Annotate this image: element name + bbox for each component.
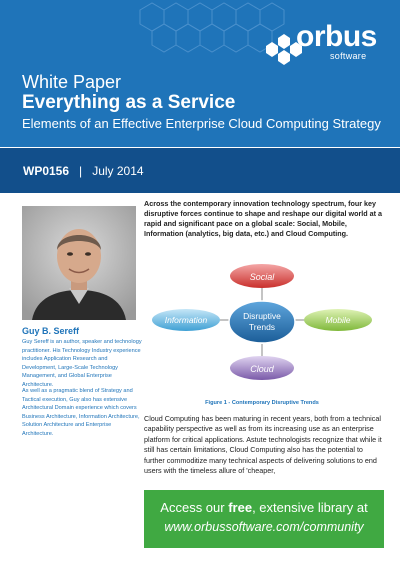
author-bio-paragraph: As well as a pragmatic blend of Strategy and Tactical execution, Guy also has extensive Architectural Domain experience which covers Business Architecture, Information Architecture, Solution Architecture and Enterprise Architecture. [22,388,140,437]
cta-line-1 [144,500,384,515]
information-label: Information [164,315,208,325]
intro-paragraph: Across the contemporary innovation technology spectrum, four key disruptive forces continue to shape and reshape our digital world at a rapid and significant pace on a global scale: Social, Mobile, Information (analytics, big data, etc.) and Cloud Computing. [144,199,383,238]
document-type-label: White Paper [22,72,122,92]
cloud-label: Cloud [250,364,274,374]
info-separator: | [79,164,83,178]
document-info [23,164,144,178]
cta-text: Access our [160,500,229,515]
document-info-strip [0,148,400,193]
center-label-line2: Trends [248,322,276,332]
author-bio-paragraph: Guy Sereff is an author, speaker and technology practitioner. His Technology Industry experience includes Application Research and Development, Large-Scale Technology Management, and Global Enterprise Architecture. [22,339,142,388]
document-code: WP0156 [23,164,70,178]
header-banner [0,0,400,147]
author-name: Guy B. Sereff [22,326,80,336]
mobile-label: Mobile [325,315,351,325]
figure-caption: Figure 1 - Contemporary Disruptive Trends [205,400,319,406]
cta-free-text: free [228,500,253,515]
cta-text: , extensive library at [252,500,368,515]
social-label: Social [249,272,275,282]
logo-subtext: software [330,51,367,61]
document-title: Everything as a Service [22,92,236,113]
community-link[interactable]: www.orbussoftware.com/community [164,520,364,534]
author-photo [22,206,136,320]
body-paragraph: Cloud Computing has been maturing in recent years, both from a technical capability perspective as well as from its increasing use as an enterprise platform for critical applications. Astute technologists recognize that while it still has certain limitations, Cloud Computing also has the potential to further commoditize many technical aspects of delivering solutions to end users with the timeless allure of 'cheaper, [144,414,382,476]
document-date: July 2014 [92,164,144,178]
center-label-line1: Disruptive [243,311,281,321]
document-subtitle: Elements of an Effective Enterprise Cloud Computing Strategy [22,116,381,131]
disruptive-trends-diagram [144,258,380,393]
community-cta-box[interactable] [144,490,384,548]
orbus-logo: orbus [296,20,377,53]
